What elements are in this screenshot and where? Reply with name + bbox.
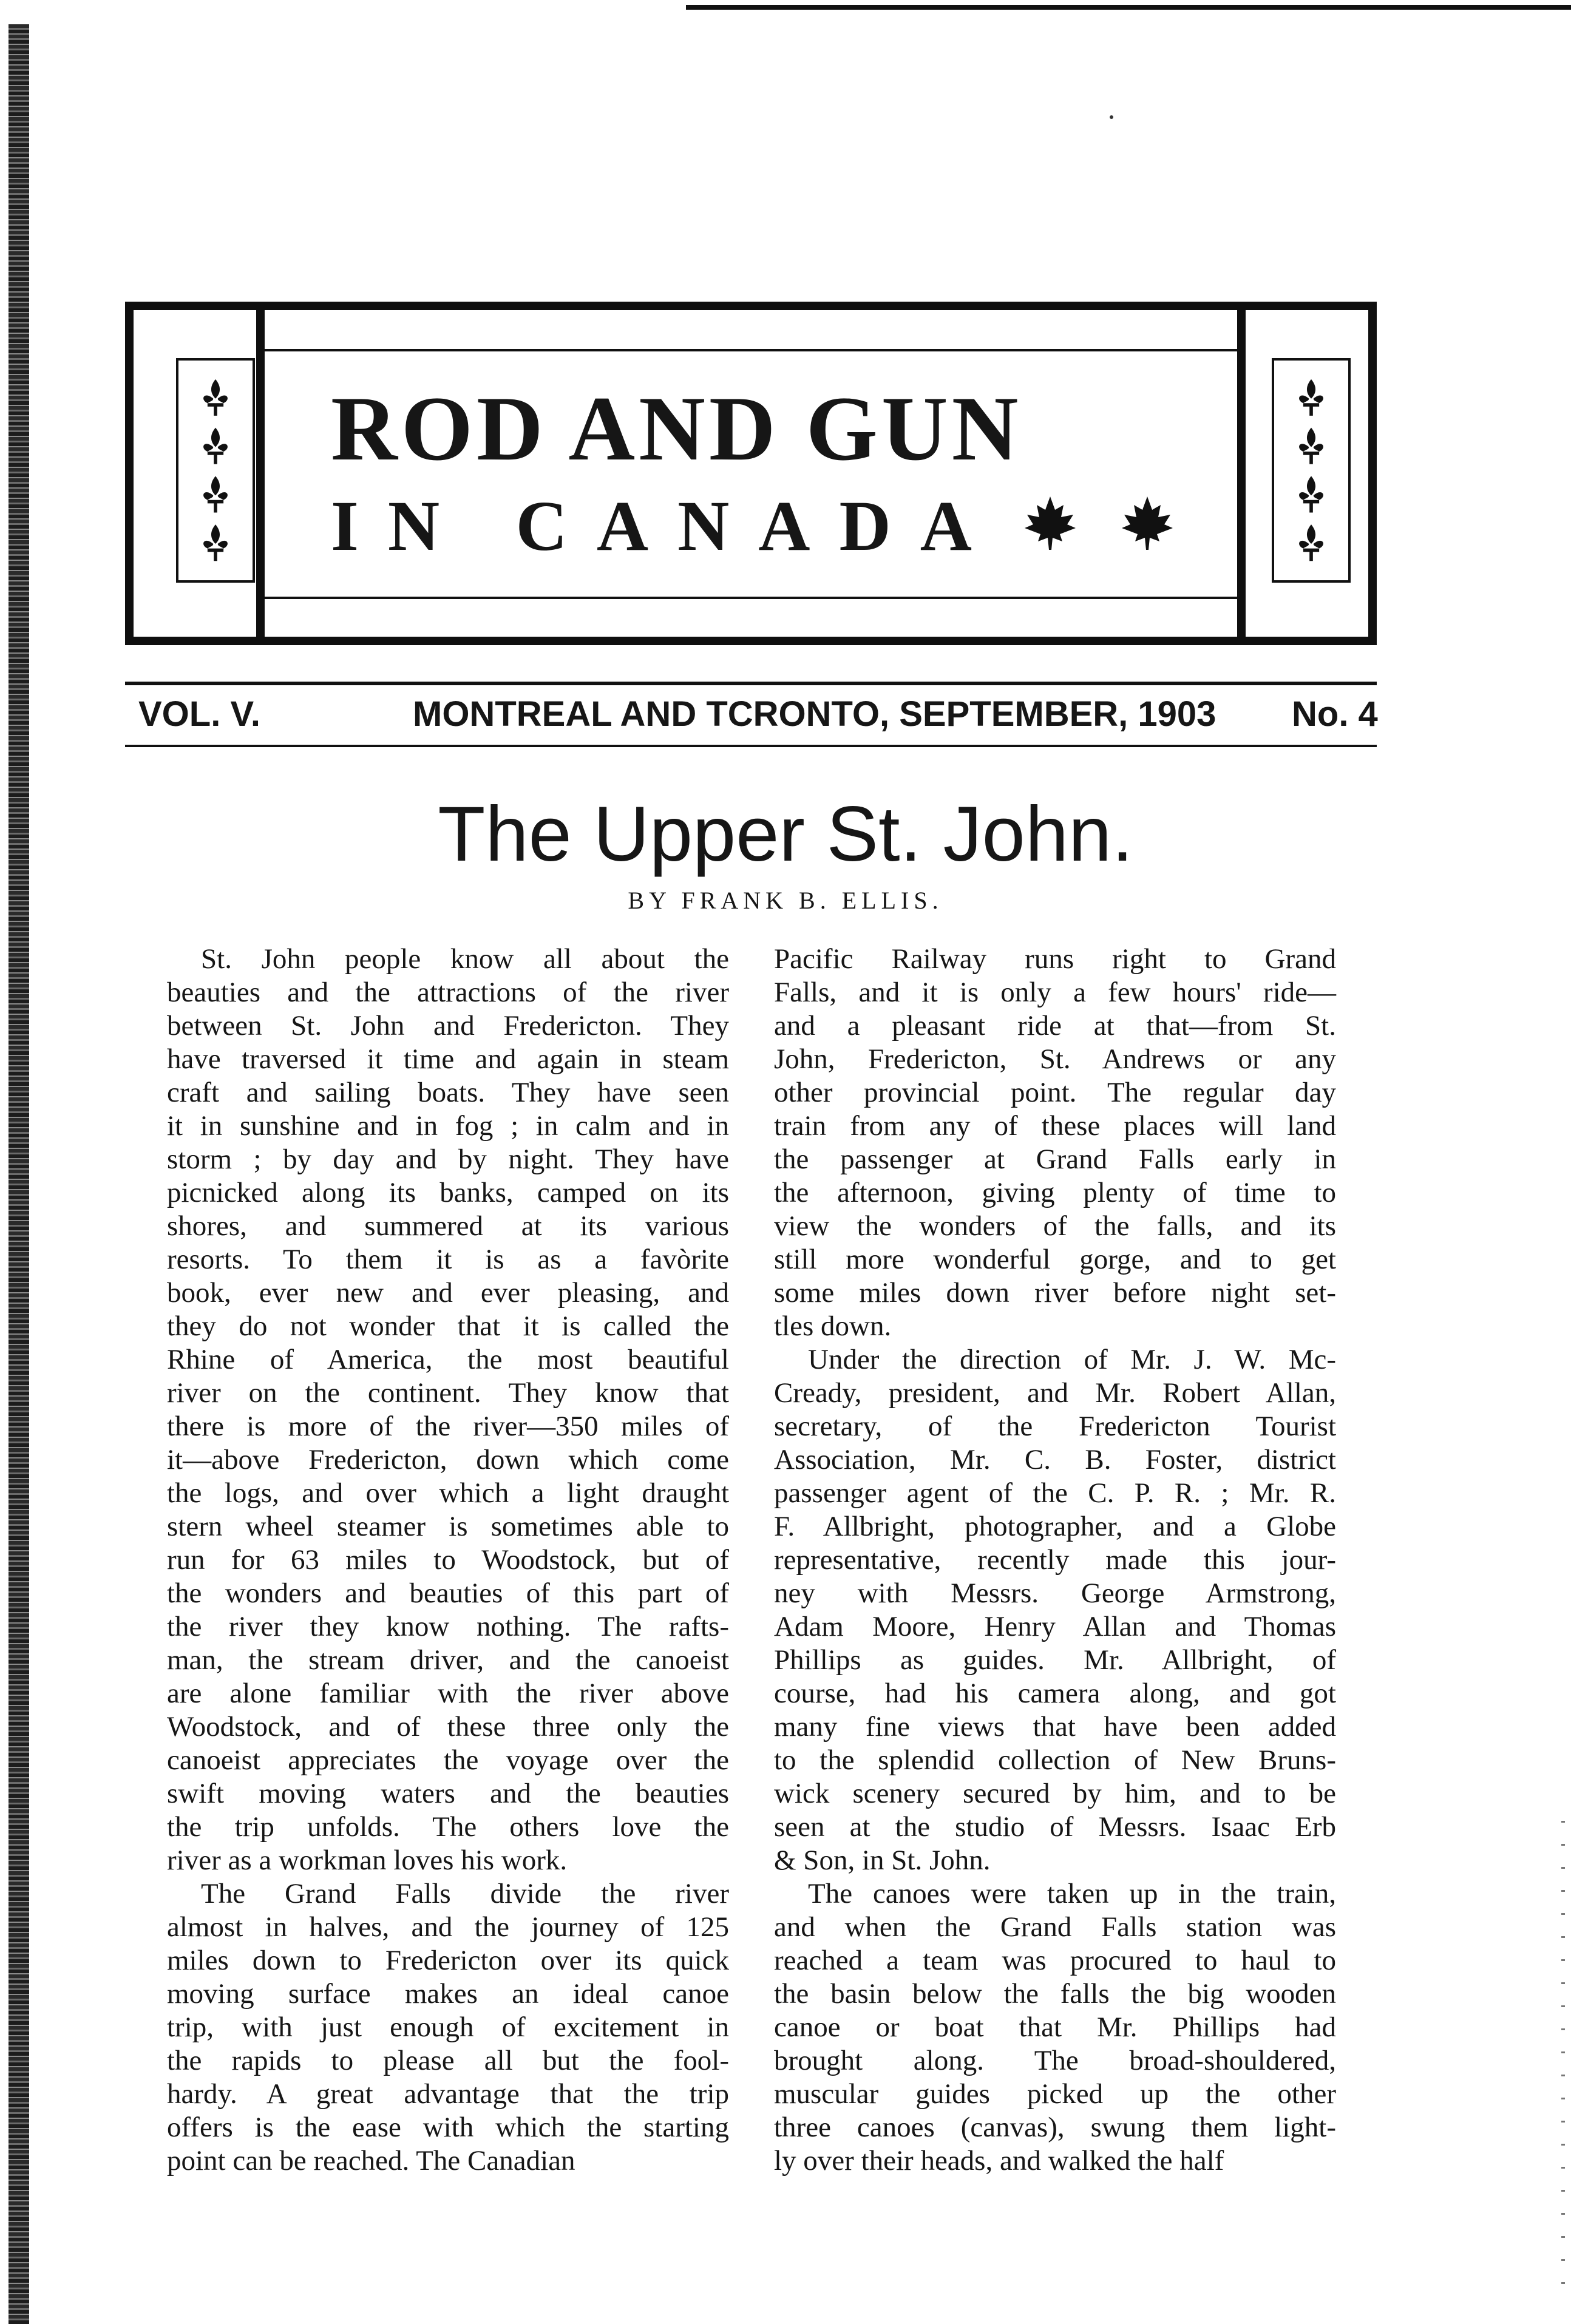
article-paragraph xyxy=(167,943,729,1877)
text-line: swift moving waters and the beauties xyxy=(167,1778,729,1809)
text-line: to the splendid collection of New Bruns- xyxy=(774,1744,1336,1776)
text-column-left xyxy=(167,943,729,2178)
text-line: river on the continent. They know that xyxy=(167,1377,729,1409)
issue-place-date: MONTREAL AND TCRONTO, SEPTEMBER, 1903 xyxy=(413,694,1216,734)
text-line: it in sunshine and in fog ; in calm and in xyxy=(167,1110,729,1142)
text-line: trip, with just enough of excitement in xyxy=(167,2011,729,2043)
article-paragraph xyxy=(774,1877,1336,2178)
text-line: river as a workman loves his work. xyxy=(167,1845,568,1876)
text-line: have traversed it time and again in steam xyxy=(167,1043,729,1075)
issue-volume: VOL. V. xyxy=(138,694,260,734)
text-line: Association, Mr. C. B. Foster, district xyxy=(774,1444,1336,1475)
text-line: man, the stream driver, and the canoeist xyxy=(167,1644,729,1676)
text-line: tles down. xyxy=(774,1310,892,1342)
text-line: stern wheel steamer is sometimes able to xyxy=(167,1511,729,1542)
text-line: John, Fredericton, St. Andrews or any xyxy=(774,1043,1336,1075)
text-line: wick scenery secured by him, and to be xyxy=(774,1778,1336,1809)
masthead-inner-rule xyxy=(265,597,1237,599)
text-line: point can be reached. The Canadian xyxy=(167,2145,575,2177)
issue-rule-bottom xyxy=(125,745,1377,747)
text-line: Woodstock, and of these three only the xyxy=(167,1711,729,1743)
text-line: Pacific Railway runs right to Grand xyxy=(774,943,1336,975)
text-line: other provincial point. The regular day xyxy=(774,1077,1336,1108)
text-column-right xyxy=(774,943,1336,2178)
text-line: Rhine of America, the most beautiful xyxy=(167,1344,729,1375)
text-line: still more wonderful gorge, and to get xyxy=(774,1244,1336,1275)
text-line: The Grand Falls divide the river xyxy=(201,1878,729,1909)
text-line: Phillips as guides. Mr. Allbright, of xyxy=(774,1644,1336,1676)
text-line: craft and sailing boats. They have seen xyxy=(167,1077,729,1108)
text-line: seen at the studio of Messrs. Isaac Erb xyxy=(774,1811,1336,1843)
masthead-inner-rule xyxy=(265,349,1237,351)
text-line: & Son, in St. John. xyxy=(774,1845,991,1876)
text-line: and when the Grand Falls station was xyxy=(774,1911,1336,1943)
text-line: train from any of these places will land xyxy=(774,1110,1336,1142)
article-paragraph xyxy=(774,943,1336,1343)
text-line: reached a team was procured to haul to xyxy=(774,1945,1336,1976)
text-line: the trip unfolds. The others love the xyxy=(167,1811,729,1843)
text-line: ney with Messrs. George Armstrong, xyxy=(774,1577,1336,1609)
text-line: almost in halves, and the journey of 125 xyxy=(167,1911,729,1943)
binding-edge xyxy=(8,24,29,2324)
text-line: The canoes were taken up in the train, xyxy=(808,1878,1336,1909)
text-line: are alone familiar with the river above xyxy=(167,1678,729,1709)
text-line: Falls, and it is only a few hours' ride— xyxy=(774,977,1336,1008)
text-line: canoe or boat that Mr. Phillips had xyxy=(774,2011,1336,2043)
text-line: the afternoon, giving plenty of time to xyxy=(774,1177,1336,1208)
text-line: many fine views that have been added xyxy=(774,1711,1336,1743)
article-title: The Upper St. John. xyxy=(438,791,1133,878)
text-line: Adam Moore, Henry Allan and Thomas xyxy=(774,1611,1336,1642)
text-line: between St. John and Fredericton. They xyxy=(167,1010,729,1042)
article-byline: BY FRANK B. ELLIS. xyxy=(628,887,943,914)
text-line: book, ever new and ever pleasing, and xyxy=(167,1277,729,1309)
text-line: ly over their heads, and walked the half xyxy=(774,2145,1224,2177)
text-line: the river they know nothing. The rafts- xyxy=(167,1611,729,1642)
print-speck xyxy=(1110,115,1113,119)
text-line: shores, and summered at its various xyxy=(167,1210,729,1242)
issue-number: No. 4 xyxy=(1292,694,1378,734)
scan-specks xyxy=(1561,1821,1565,2294)
text-line: passenger agent of the C. P. R. ; Mr. R. xyxy=(774,1477,1336,1509)
text-line: secretary, of the Fredericton Tourist xyxy=(774,1411,1336,1442)
text-line: run for 63 miles to Woodstock, but of xyxy=(167,1544,729,1576)
text-line: some miles down river before night set- xyxy=(774,1277,1336,1309)
text-line: the wonders and beauties of this part of xyxy=(167,1577,729,1609)
fleur-de-lis-icon xyxy=(1272,358,1351,583)
article-paragraph xyxy=(774,1343,1336,1877)
text-line: the basin below the falls the big wooden xyxy=(774,1978,1336,2010)
text-line: the rapids to please all but the fool- xyxy=(167,2045,729,2076)
text-line: representative, recently made this jour- xyxy=(774,1544,1336,1576)
text-line: moving surface makes an ideal canoe xyxy=(167,1978,729,2010)
text-line: course, had his camera along, and got xyxy=(774,1678,1336,1709)
text-line: view the wonders of the falls, and its xyxy=(774,1210,1336,1242)
maple-leaf-icon xyxy=(1020,492,1081,552)
text-line: offers is the ease with which the starting xyxy=(167,2112,729,2143)
text-line: Under the direction of Mr. J. W. Mc- xyxy=(808,1344,1336,1375)
masthead-subtitle: IN CANADA xyxy=(331,486,1001,566)
text-line: muscular guides picked up the other xyxy=(774,2078,1336,2110)
text-line: brought along. The broad-shouldered, xyxy=(774,2045,1336,2076)
text-line: F. Allbright, photographer, and a Globe xyxy=(774,1511,1336,1542)
text-line: they do not wonder that it is called the xyxy=(167,1310,729,1342)
text-line: beauties and the attractions of the river xyxy=(167,977,729,1008)
text-line: hardy. A great advantage that the trip xyxy=(167,2078,729,2110)
text-line: there is more of the river—350 miles of xyxy=(167,1411,729,1442)
text-line: miles down to Fredericton over its quick xyxy=(167,1945,729,1976)
maple-leaf-icon xyxy=(1117,492,1178,552)
text-line: St. John people know all about the xyxy=(201,943,729,975)
text-line: the passenger at Grand Falls early in xyxy=(774,1143,1336,1175)
masthead-title: ROD AND GUN xyxy=(331,378,1022,479)
text-line: canoeist appreciates the voyage over the xyxy=(167,1744,729,1776)
issue-rule-top xyxy=(125,682,1377,685)
article-paragraph xyxy=(167,1877,729,2178)
text-line: the logs, and over which a light draught xyxy=(167,1477,729,1509)
text-line: and a pleasant ride at that—from St. xyxy=(774,1010,1336,1042)
fleur-de-lis-icon xyxy=(176,358,255,583)
text-line: three canoes (canvas), swung them light- xyxy=(774,2112,1336,2143)
text-line: resorts. To them it is as a favòrite xyxy=(167,1244,729,1275)
top-rule xyxy=(686,5,1571,10)
text-line: storm ; by day and by night. They have xyxy=(167,1143,729,1175)
text-line: picnicked along its banks, camped on its xyxy=(167,1177,729,1208)
text-line: it—above Fredericton, down which come xyxy=(167,1444,729,1475)
text-line: Cready, president, and Mr. Robert Allan, xyxy=(774,1377,1336,1409)
